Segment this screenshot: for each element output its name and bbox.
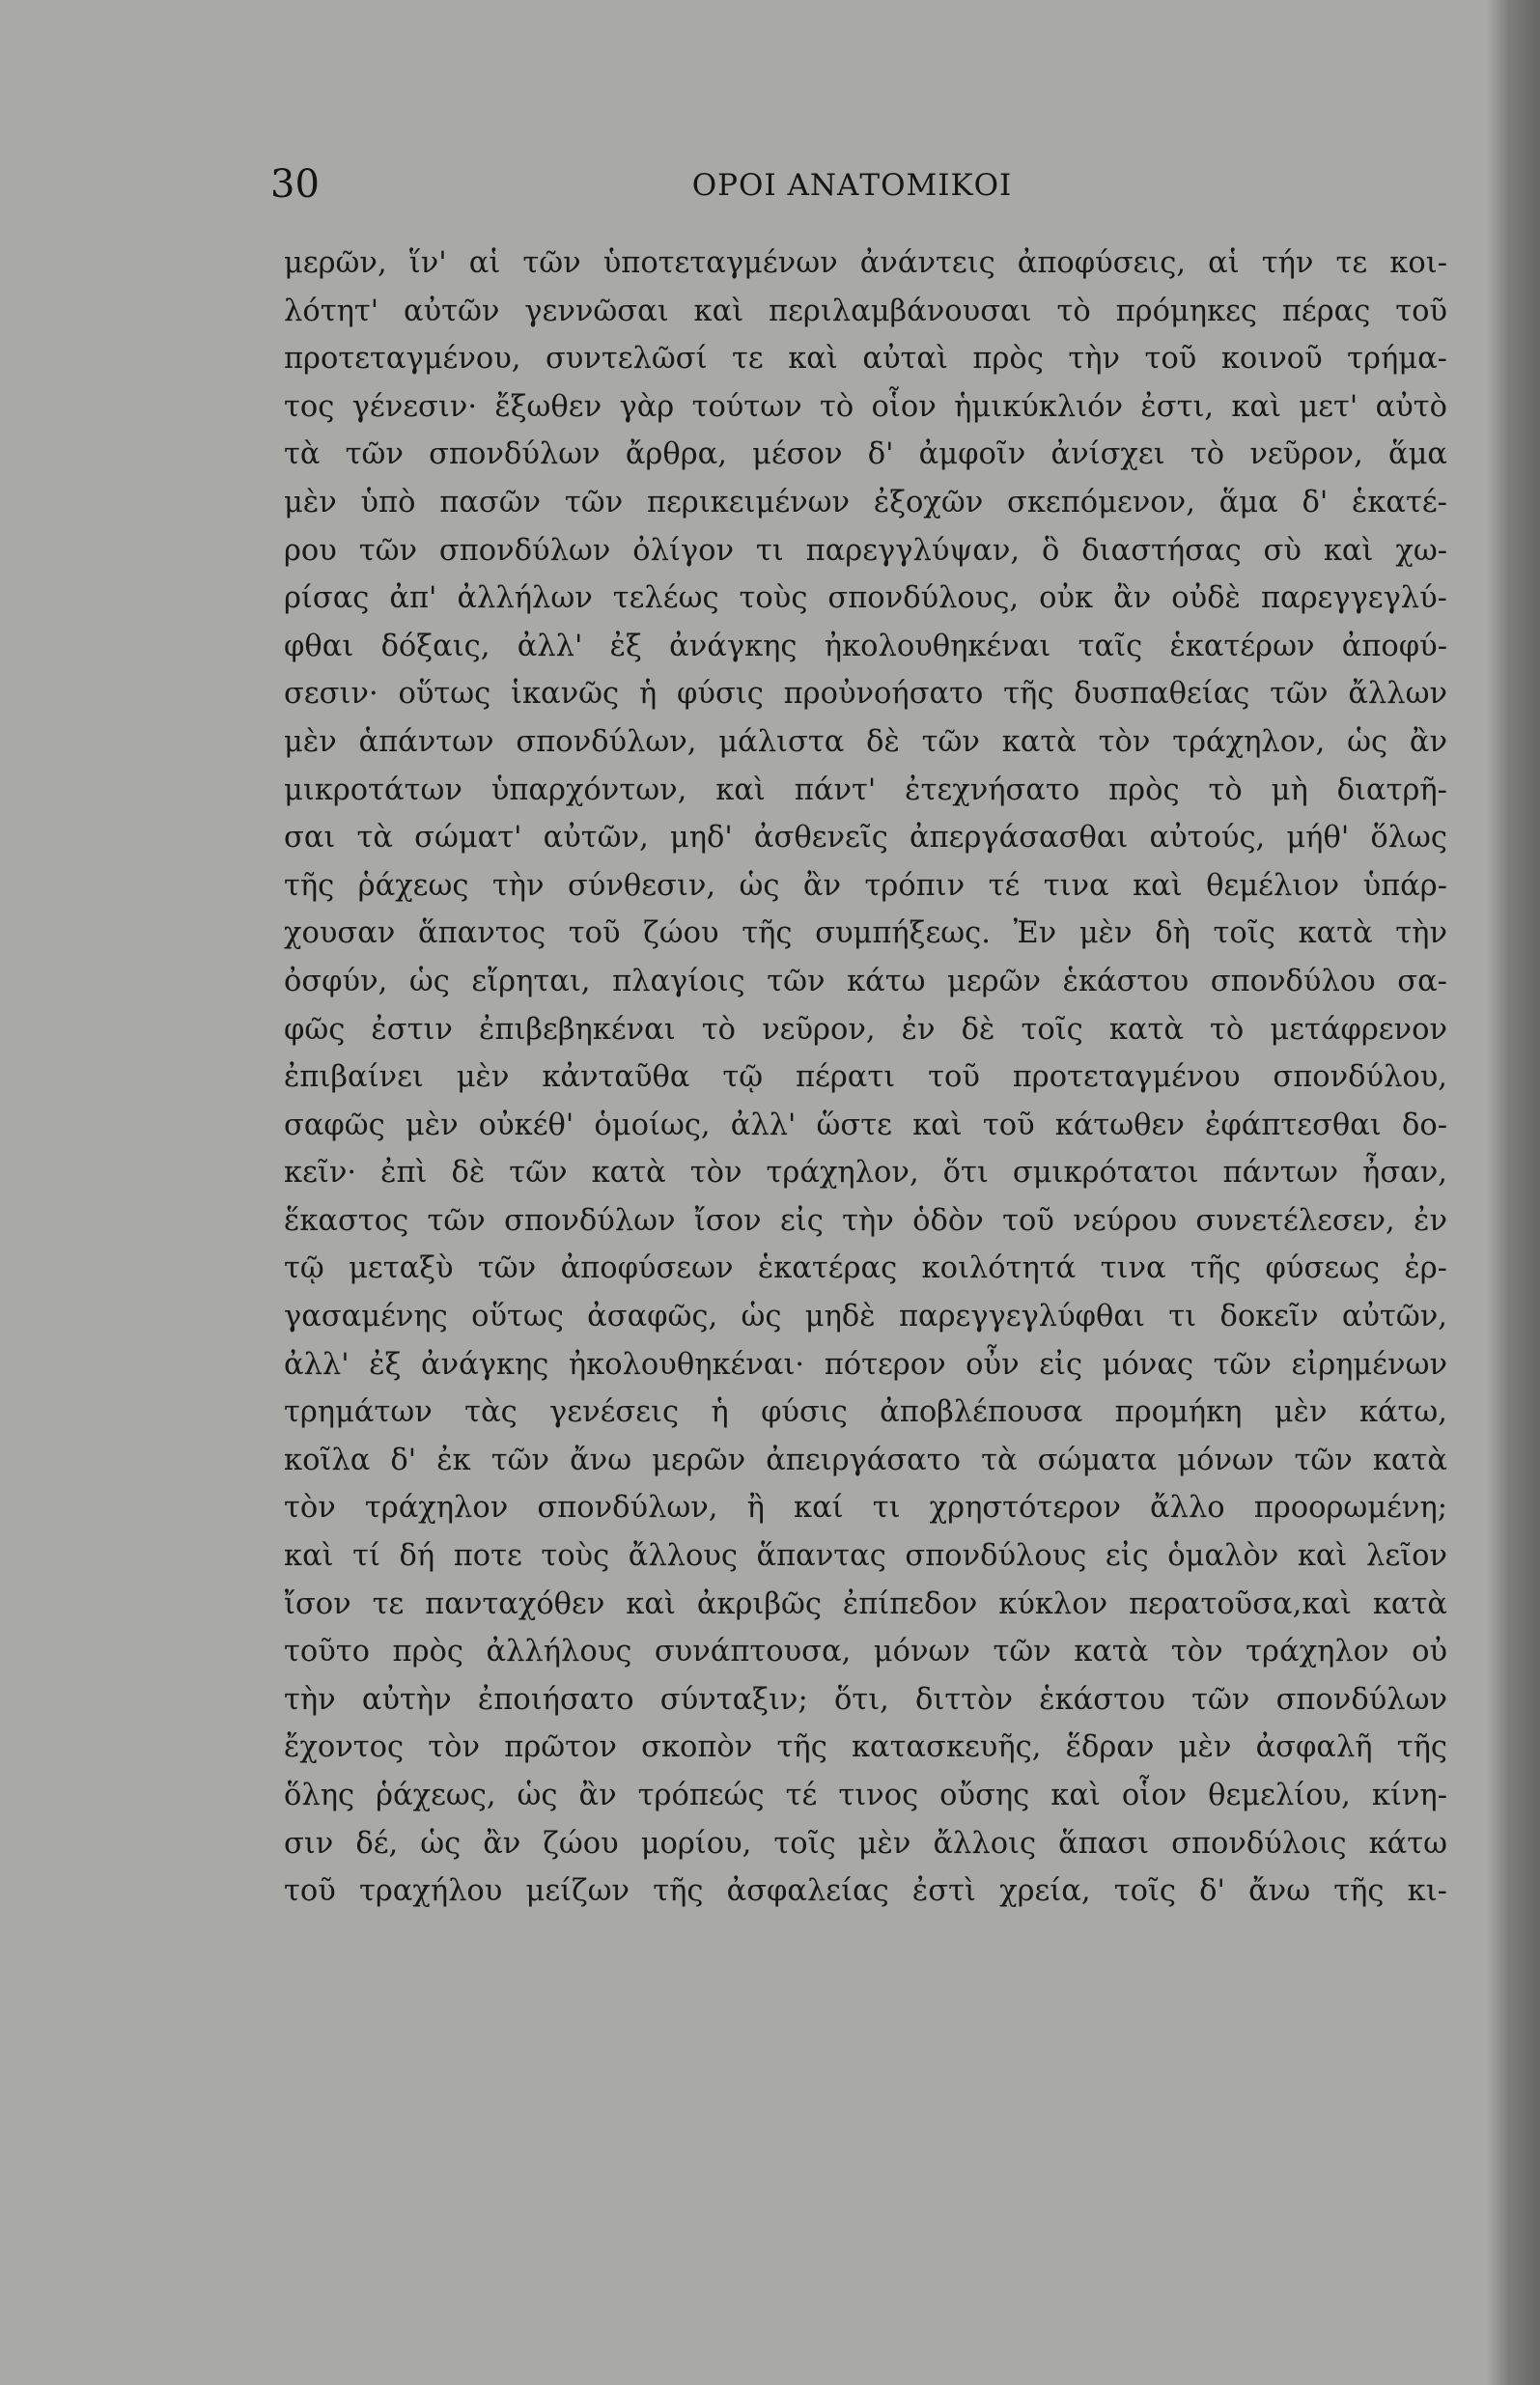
text-line: καὶ τί δή ποτε τοὺς ἄλλους ἅπαντας σπονδύλους εἰς ὁμαλὸν καὶ λεῖον bbox=[284, 1539, 1447, 1574]
text-line: τῆς ῥάχεως τὴν σύνθεσιν, ὡς ἂν τρόπιν τέ τινα καὶ θεμέλιον ὑπάρ- bbox=[284, 868, 1447, 903]
page-number: 30 bbox=[270, 162, 320, 207]
text-line: ρου τῶν σπονδύλων ὀλίγον τι παρεγγλύψαν, ὃ διαστήσας σὺ καὶ χω- bbox=[284, 533, 1447, 568]
book-spine-shadow bbox=[1487, 0, 1540, 2385]
text-line: μικροτάτων ὑπαρχόντων, καὶ πάντ' ἐτεχνήσατο πρὸς τὸ μὴ διατρῆ- bbox=[284, 772, 1447, 807]
text-line: μὲν ἁπάντων σπονδύλων, μάλιστα δὲ τῶν κατὰ τὸν τράχηλον, ὡς ἂν bbox=[284, 724, 1447, 759]
text-line: μὲν ὑπὸ πασῶν τῶν περικειμένων ἐξοχῶν σκεπόμενον, ἅμα δ' ἑκατέ- bbox=[284, 485, 1447, 519]
text-line: τοῦτο πρὸς ἀλλήλους συνάπτουσα, μόνων τῶν κατὰ τὸν τράχηλον οὐ bbox=[284, 1635, 1447, 1670]
text-line: κεῖν· ἐπὶ δὲ τῶν κατὰ τὸν τράχηλον, ὅτι σμικρότατοι πάντων ἦσαν, bbox=[284, 1156, 1447, 1191]
text-line: ἴσον τε πανταχόθεν καὶ ἀκριβῶς ἐπίπεδον κύκλον περατοῦσα,καὶ κατὰ bbox=[284, 1586, 1447, 1621]
body-text bbox=[284, 239, 1447, 1916]
text-line: ἀλλ' ἐξ ἀνάγκης ἠκολουθηκέναι· πότερον οὖν εἰς μόνας τῶν εἰρημένων bbox=[284, 1347, 1447, 1382]
text-line: τρημάτων τὰς γενέσεις ἡ φύσις ἀποβλέπουσα προμήκη μὲν κάτω, bbox=[284, 1395, 1447, 1430]
text-line: ἐπιβαίνει μὲν κἀνταῦθα τῷ πέρατι τοῦ προτεταγμένου σπονδύλου, bbox=[284, 1060, 1447, 1095]
running-head: ΟΡΟΙ ΑΝΑΤΟΜΙΚΟΙ bbox=[691, 168, 1013, 203]
page-header bbox=[270, 162, 1434, 216]
text-line: γασαμένης οὕτως ἀσαφῶς, ὡς μηδὲ παρεγγεγλύφθαι τι δοκεῖν αὐτῶν, bbox=[284, 1300, 1447, 1334]
text-line: φθαι δόξαις, ἀλλ' ἐξ ἀνάγκης ἠκολουθηκέναι ταῖς ἑκατέρων ἀποφύ- bbox=[284, 629, 1447, 663]
text-line: προτεταγμένου, συντελῶσί τε καὶ αὐταὶ πρὸς τὴν τοῦ κοινοῦ τρήμα- bbox=[284, 342, 1447, 377]
text-line: ἔχοντος τὸν πρῶτον σκοπὸν τῆς κατασκευῆς, ἕδραν μὲν ἀσφαλῆ τῆς bbox=[284, 1730, 1447, 1765]
text-line: τὰ τῶν σπονδύλων ἄρθρα, μέσον δ' ἀμφοῖν ἀνίσχει τὸ νεῦρον, ἅμα bbox=[284, 437, 1447, 472]
text-line: τοῦ τραχήλου μείζων τῆς ἀσφαλείας ἐστὶ χρεία, τοῖς δ' ἄνω τῆς κι- bbox=[284, 1874, 1447, 1909]
text-line: σεσιν· οὕτως ἱκανῶς ἡ φύσις προὐνοήσατο τῆς δυσπαθείας τῶν ἄλλων bbox=[284, 677, 1447, 712]
text-line: κοῖλα δ' ἐκ τῶν ἄνω μερῶν ἀπειργάσατο τὰ σώματα μόνων τῶν κατὰ bbox=[284, 1443, 1447, 1477]
text-line: σιν δέ, ὡς ἂν ζώου μορίου, τοῖς μὲν ἄλλοις ἅπασι σπονδύλοις κάτω bbox=[284, 1826, 1447, 1861]
text-line: μερῶν, ἵν' αἱ τῶν ὑποτεταγμένων ἀνάντεις ἀποφύσεις, αἱ τήν τε κοι- bbox=[284, 246, 1447, 280]
text-line: ρίσας ἀπ' ἀλλήλων τελέως τοὺς σπονδύλους, οὐκ ἂν οὐδὲ παρεγγεγλύ- bbox=[284, 581, 1447, 616]
text-line: τος γένεσιν· ἔξωθεν γὰρ τούτων τὸ οἷον ἡμικύκλιόν ἐστι, καὶ μετ' αὐτὸ bbox=[284, 389, 1447, 424]
text-line: τὸν τράχηλον σπονδύλων, ἢ καί τι χρηστότερον ἄλλο προορωμένη; bbox=[284, 1491, 1447, 1526]
text-line: ὅλης ῥάχεως, ὡς ἂν τρόπεώς τέ τινος οὔσης καὶ οἷον θεμελίου, κίνη- bbox=[284, 1779, 1447, 1812]
text-line: φῶς ἐστιν ἐπιβεβηκέναι τὸ νεῦρον, ἐν δὲ τοῖς κατὰ τὸ μετάφρενον bbox=[284, 1012, 1447, 1047]
text-line: τὴν αὐτὴν ἐποιήσατο σύνταξιν; ὅτι, διττὸν ἑκάστου τῶν σπονδύλων bbox=[284, 1682, 1447, 1717]
text-line: ἕκαστος τῶν σπονδύλων ἴσον εἰς τὴν ὁδὸν τοῦ νεύρου συνετέλεσεν, ἐν bbox=[284, 1203, 1447, 1238]
text-line: σαι τὰ σώματ' αὐτῶν, μηδ' ἀσθενεῖς ἀπεργάσασθαι αὐτούς, μήθ' ὅλως bbox=[284, 821, 1447, 856]
text-line: τῷ μεταξὺ τῶν ἀποφύσεων ἑκατέρας κοιλότητά τινα τῆς φύσεως ἐρ- bbox=[284, 1251, 1447, 1286]
text-line: λότητ' αὐτῶν γεννῶσαι καὶ περιλαμβάνουσαι τὸ πρόμηκες πέρας τοῦ bbox=[284, 294, 1447, 328]
text-line: χουσαν ἅπαντος τοῦ ζώου τῆς συμπήξεως. Ἐν μὲν δὴ τοῖς κατὰ τὴν bbox=[284, 916, 1447, 951]
text-line: ὀσφύν, ὡς εἴρηται, πλαγίοις τῶν κάτω μερῶν ἑκάστου σπονδύλου σα- bbox=[284, 964, 1447, 998]
text-line: σαφῶς μὲν οὐκέθ' ὁμοίως, ἀλλ' ὥστε καὶ τοῦ κάτωθεν ἐφάπτεσθαι δο- bbox=[284, 1108, 1447, 1142]
